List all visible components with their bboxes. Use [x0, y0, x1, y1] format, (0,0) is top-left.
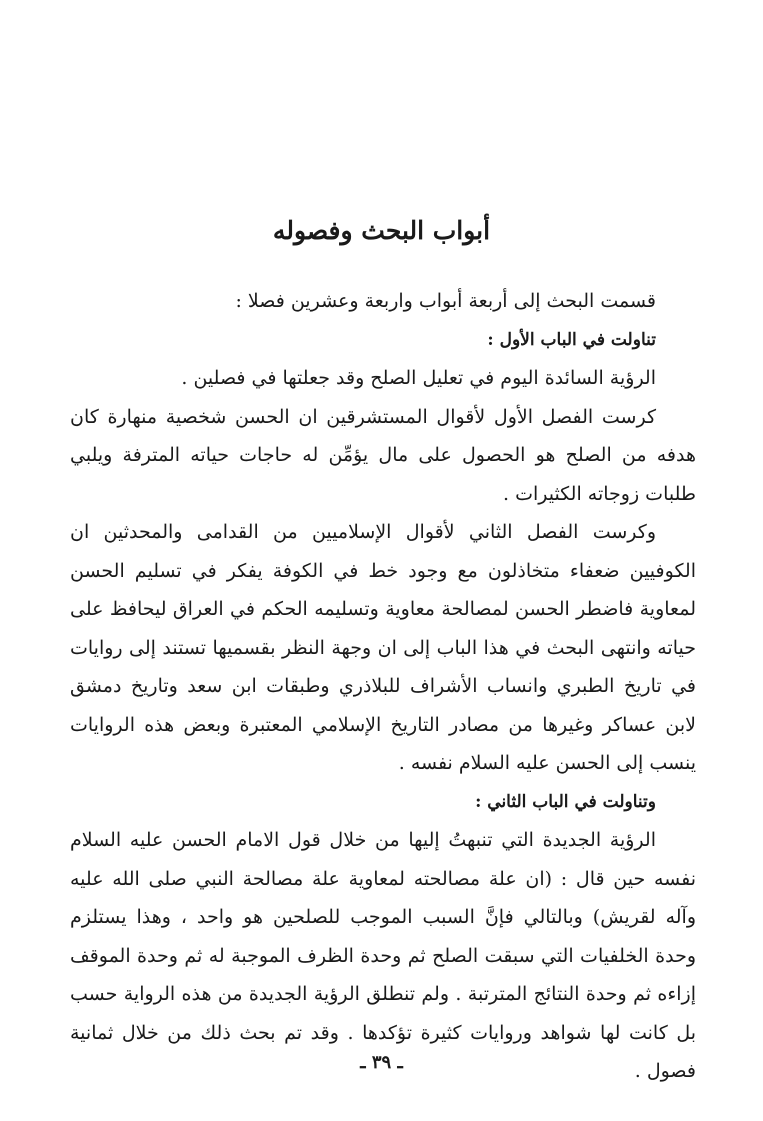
section-heading-second-chapter: وتناولت في الباب الثاني : [475, 791, 656, 812]
section-heading-first-chapter: تناولت في الباب الأول : [487, 329, 656, 350]
paragraph-prevailing-view: الرؤية السائدة اليوم في تعليل الصلح وقد جعلتها في فصلين . [181, 367, 656, 389]
intro-paragraph: قسمت البحث إلى أربعة أبواب واربعة وعشرين فصلا : [235, 290, 656, 312]
paragraph-new-view: الرؤية الجديدة التي تنبهتُ إليها من خلال قول الامام الحسن عليه السلام نفسه حين قال : (ان علة مصالحته لمعاوية علة مصالحة النبي صلى الله عليه وآله لقريش) وبالتالي فإنَّ السبب الموجب للصلحين هو واحد ، وهذا يستلزم وحدة الخلفيات التي سبقت الصلح ثم وحدة الظرف الموجبة له ثم وحدة الموقف إزاءه ثم وحدة النتائج المترتبة . ولم تنطلق الرؤية الجديدة من هذه الرواية حسب بل كانت لها شواهد وروايات كثيرة تؤكدها . وقد تم بحث ذلك من خلال ثمانية فصول . [70, 829, 697, 1082]
paragraph-orientalists: كرست الفصل الأول لأقوال المستشرقين ان الحسن شخصية منهارة كان هدفه من الصلح هو الحصول على مال يؤمِّن له حاجات حياته المترفة ويلبي طلبات زوجاته الكثيرات . [70, 405, 696, 505]
page-title: أبواب البحث وفصوله [272, 216, 491, 245]
body-text [70, 282, 696, 1091]
page-number: ـ ٣٩ ـ [360, 1052, 403, 1073]
paragraph-islamic-scholars: وكرست الفصل الثاني لأقوال الإسلاميين من القدامى والمحدثين ان الكوفيين ضعفاء متخاذلون مع وجود خط في الكوفة يفكر في تسليم الحسن لمعاوية فاضطر الحسن لمصالحة معاوية وتسليمه الحكم في العراق ليحافظ على حياته وانتهى البحث في هذا الباب إلى ان وجهة النظر بقسميها تستند إلى روايات في تاريخ الطبري وانساب الأشراف للبلاذري وطبقات ابن سعد وتاريخ دمشق لابن عساكر وغيرها من مصادر التاريخ الإسلامي المعتبرة وبعض هذه الروايات ينسب إلى الحسن عليه السلام نفسه . [70, 521, 696, 774]
